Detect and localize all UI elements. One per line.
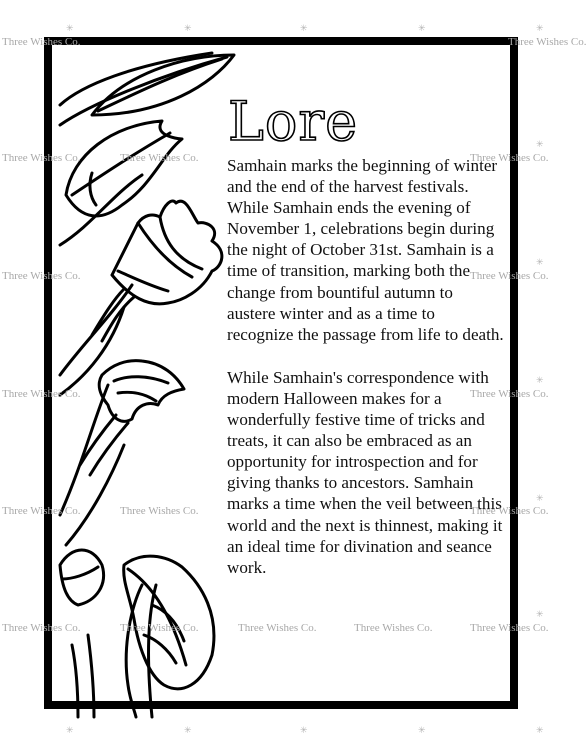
sparkle-icon: ✳ [418, 24, 426, 34]
watermark: Three Wishes Co. [120, 505, 199, 517]
sparkle-icon: ✳ [536, 610, 544, 620]
sparkle-icon: ✳ [536, 376, 544, 386]
watermark: Three Wishes Co. [470, 270, 549, 282]
watermark: Three Wishes Co. [470, 505, 549, 517]
sparkle-icon: ✳ [184, 726, 192, 736]
sparkle-icon: ✳ [184, 24, 192, 34]
watermark: Three Wishes Co. [2, 36, 81, 48]
watermark: Three Wishes Co. [238, 622, 317, 634]
sparkle-icon: ✳ [536, 726, 544, 736]
sparkle-icon: ✳ [536, 24, 544, 34]
paragraph-2: While Samhain's correspondence with modern Halloween makes for a wonderfully festive time of tricks and treats, it can also be embraced as an opportunity for introspection and for giving thanks to ancestors. Samhain marks a time when the veil between this world and the next is thinnest, making it an ideal time for divination and seance work. [227, 367, 503, 577]
watermark: Three Wishes Co. [470, 388, 549, 400]
paragraph-1: Samhain marks the beginning of winter and the end of the harvest festivals. While Samhain ends the evening of November 1, celebrations begin during the night of October 31st. Samhain is a time of transition, marking both the change from bountiful autumn to austere winter and as a time to recognize the passage from life to death. [227, 156, 504, 344]
watermark: Three Wishes Co. [2, 622, 81, 634]
sparkle-icon: ✳ [300, 24, 308, 34]
watermark: Three Wishes Co. [354, 622, 433, 634]
page-title: Lore [228, 90, 359, 153]
watermark: Three Wishes Co. [2, 505, 81, 517]
watermark: Three Wishes Co. [2, 152, 81, 164]
lore-text [227, 155, 505, 600]
sparkle-icon: ✳ [66, 726, 74, 736]
watermark: Three Wishes Co. [470, 152, 549, 164]
watermark: Three Wishes Co. [120, 152, 199, 164]
sparkle-icon: ✳ [418, 726, 426, 736]
sparkle-icon: ✳ [536, 140, 544, 150]
watermark: Three Wishes Co. [2, 388, 81, 400]
page-border-frame [44, 37, 518, 709]
sparkle-icon: ✳ [300, 726, 308, 736]
sparkle-icon: ✳ [536, 258, 544, 268]
watermark: Three Wishes Co. [2, 270, 81, 282]
sparkle-icon: ✳ [536, 494, 544, 504]
watermark: Three Wishes Co. [120, 622, 199, 634]
watermark: Three Wishes Co. [470, 622, 549, 634]
watermark: Three Wishes Co. [508, 36, 586, 48]
sparkle-icon: ✳ [66, 24, 74, 34]
